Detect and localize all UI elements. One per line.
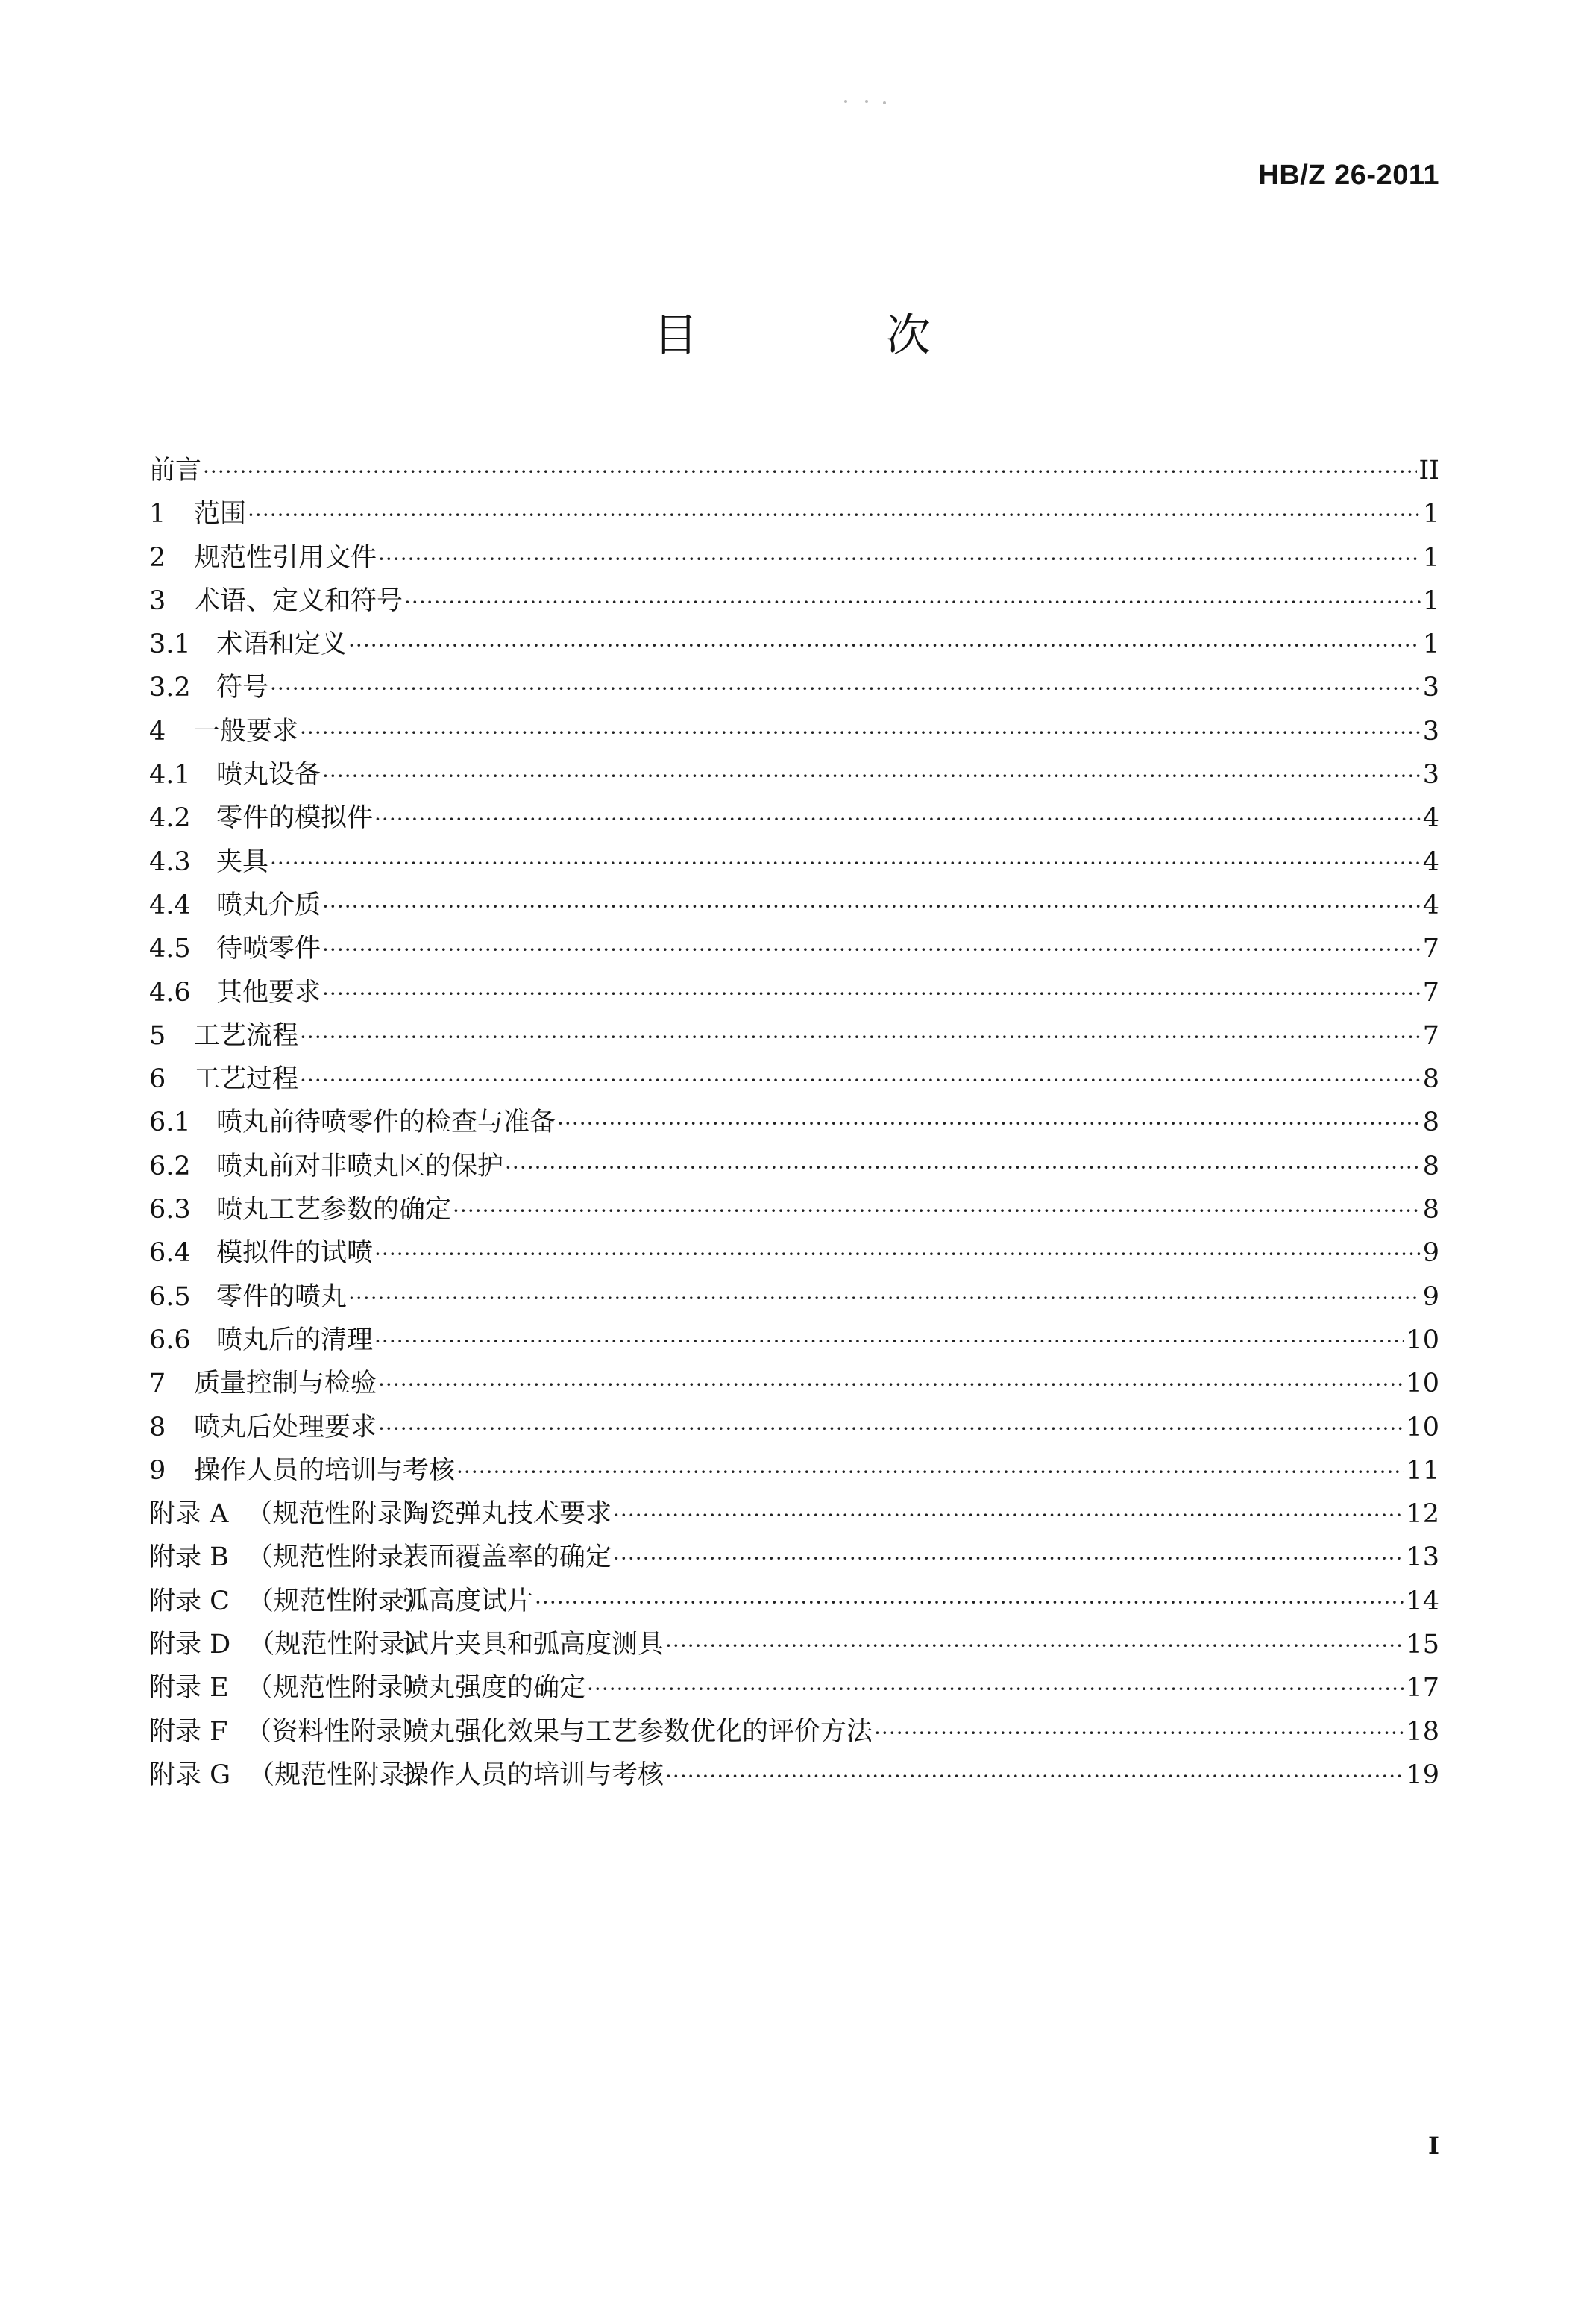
toc-entry-label: 零件的喷丸 (216, 1281, 348, 1312)
dot-leader (348, 1277, 1421, 1320)
toc-entry[interactable] (149, 1188, 1439, 1231)
toc-entry-number-text: 3.2 (149, 673, 191, 703)
toc-entry-page: 1 (1422, 585, 1439, 616)
toc-entry-number (149, 1101, 216, 1144)
toc-entry-number (149, 1362, 194, 1405)
toc-entry-label: 范围 (194, 499, 247, 530)
dot-leader (322, 929, 1421, 972)
toc-entry-number (149, 1666, 430, 1709)
toc-entry-page: 3 (1422, 760, 1439, 791)
dot-leader (378, 538, 1421, 581)
dot-leader (665, 1624, 1404, 1668)
toc-entry-number (149, 710, 194, 753)
dot-leader (270, 842, 1421, 885)
scan-speck (844, 100, 847, 103)
toc-entry-label: 喷丸强度的确定 (403, 1673, 586, 1703)
toc-entry-number (149, 1014, 194, 1058)
toc-entry-label: 零件的模拟件 (216, 803, 374, 834)
toc-entry-page: 11 (1406, 1455, 1439, 1486)
toc-entry-number-text: 9 (149, 1455, 166, 1486)
dot-leader (456, 1451, 1404, 1494)
toc-entry-number (149, 1492, 430, 1536)
toc-entry[interactable] (149, 927, 1439, 970)
dot-leader (535, 1581, 1404, 1624)
appendix-kind: （规范性附录） (247, 1586, 430, 1616)
toc-entry-number-text: 4.5 (149, 934, 191, 964)
dot-leader (613, 1537, 1404, 1580)
toc-entry-page: 9 (1422, 1281, 1439, 1312)
toc-entry-number-text: 5 (149, 1020, 166, 1051)
toc-entry-number-text: 附录 G (149, 1759, 231, 1790)
toc-entry-label: 待喷零件 (216, 934, 321, 964)
toc-entry-page: 18 (1406, 1716, 1439, 1747)
toc-entry-label: 其他要求 (216, 977, 321, 1008)
toc-entry-label: 喷丸强化效果与工艺参数优化的评价方法 (403, 1716, 873, 1747)
toc-entry-label: 喷丸工艺参数的确定 (216, 1195, 452, 1225)
toc-entry[interactable] (149, 1275, 1439, 1319)
toc-entry-number-text: 6.2 (149, 1151, 191, 1181)
dot-leader (203, 450, 1417, 494)
dot-leader (874, 1712, 1404, 1755)
toc-entry-number (149, 927, 216, 970)
toc-entry-number (149, 753, 216, 797)
dot-leader (587, 1668, 1404, 1711)
dot-leader (322, 755, 1421, 798)
toc-entry-page: 14 (1406, 1586, 1439, 1616)
toc-entry-page: 1 (1422, 499, 1439, 530)
toc-title: 目 次 (653, 310, 1002, 362)
toc-entry[interactable] (149, 1449, 1439, 1492)
toc-entry-page: 8 (1422, 1108, 1439, 1138)
toc-entry[interactable] (149, 1753, 1439, 1797)
toc-entry-page: 9 (1422, 1238, 1439, 1269)
toc-entry-page: 7 (1422, 934, 1439, 964)
scan-speck (883, 101, 886, 104)
toc-entry-label: 陶瓷弹丸技术要求 (403, 1499, 612, 1530)
toc-entry-page: 10 (1406, 1325, 1439, 1355)
toc-entry-number (149, 580, 194, 623)
dot-leader (557, 1102, 1421, 1146)
table-of-contents (149, 449, 1439, 1797)
dot-leader (613, 1494, 1404, 1537)
appendix-kind: （规范性附录） (246, 1499, 430, 1530)
toc-entry[interactable] (149, 1231, 1439, 1275)
toc-entry-number-text: 2 (149, 542, 166, 573)
toc-entry[interactable] (149, 1058, 1439, 1101)
appendix-kind: （资料性附录） (245, 1716, 429, 1747)
toc-entry-page: 17 (1406, 1673, 1439, 1703)
dot-leader (374, 798, 1421, 841)
toc-entry[interactable] (149, 1319, 1439, 1362)
toc-entry-number-text: 4.4 (149, 890, 191, 920)
toc-entry[interactable] (149, 492, 1439, 536)
toc-entry[interactable] (149, 797, 1439, 840)
page-number: I (1428, 2132, 1439, 2160)
dot-leader (270, 668, 1421, 711)
toc-entry[interactable] (149, 1623, 1439, 1666)
toc-entry-number (149, 1710, 429, 1753)
toc-entry[interactable] (149, 1710, 1439, 1753)
toc-entry-label: 一般要求 (194, 716, 299, 747)
toc-entry-label: 前言 (149, 456, 202, 486)
toc-entry-page: 12 (1406, 1499, 1439, 1530)
appendix-kind: （规范性附录） (248, 1759, 432, 1790)
toc-entry-label: 夹具 (216, 847, 269, 877)
toc-entry-page: 1 (1422, 542, 1439, 573)
toc-entry-number-text: 6.6 (149, 1325, 191, 1355)
toc-entry[interactable] (149, 1536, 1439, 1579)
standard-number: HB/Z 26-2011 (1258, 160, 1439, 191)
toc-entry-label: 喷丸设备 (216, 760, 321, 791)
toc-entry-number-text: 7 (149, 1369, 166, 1399)
toc-entry-number-text: 附录 F (149, 1716, 228, 1747)
toc-entry-number-text: 1 (149, 499, 166, 530)
toc-entry-page: II (1418, 456, 1439, 486)
toc-entry[interactable] (149, 971, 1439, 1014)
toc-entry-label: 术语、定义和符号 (194, 585, 403, 616)
dot-leader (453, 1190, 1421, 1233)
toc-entry-number-text: 8 (149, 1412, 166, 1442)
toc-entry-page: 7 (1422, 1020, 1439, 1051)
dot-leader (322, 885, 1421, 929)
toc-entry-label: 喷丸后处理要求 (194, 1412, 377, 1442)
toc-entry-number-text: 6.3 (149, 1195, 191, 1225)
toc-entry-number (149, 1406, 194, 1449)
toc-entry-number-text: 3.1 (149, 629, 191, 660)
dot-leader (300, 1016, 1421, 1059)
toc-entry[interactable] (149, 710, 1439, 753)
toc-entry-number-text: 4.6 (149, 977, 191, 1008)
toc-entry-number (149, 1319, 216, 1362)
toc-entry-number-text: 4.3 (149, 847, 191, 877)
toc-entry-number-text: 4.2 (149, 803, 191, 834)
toc-entry[interactable] (149, 1492, 1439, 1536)
toc-entry-page: 7 (1422, 977, 1439, 1008)
dot-leader (322, 973, 1421, 1016)
toc-entry-label: 操作人员的培训与考核 (194, 1455, 456, 1486)
toc-entry-number-text: 6.5 (149, 1281, 191, 1312)
toc-entry-page: 4 (1422, 890, 1439, 920)
toc-entry-number (149, 1623, 432, 1666)
toc-entry-page: 19 (1406, 1759, 1439, 1790)
toc-entry-number (149, 492, 194, 536)
toc-entry-label: 质量控制与检验 (194, 1369, 377, 1399)
toc-entry-label: 符号 (216, 673, 269, 703)
toc-entry-number (149, 884, 216, 927)
toc-entry-number (149, 1580, 430, 1623)
toc-entry-number-text: 附录 A (149, 1499, 229, 1530)
toc-entry-label: 操作人员的培训与考核 (403, 1759, 664, 1790)
toc-entry[interactable] (149, 753, 1439, 797)
toc-entry-label: 模拟件的试喷 (216, 1238, 374, 1269)
toc-entry-page: 15 (1406, 1630, 1439, 1660)
toc-entry-page: 8 (1422, 1151, 1439, 1181)
toc-entry-number (149, 1058, 194, 1101)
toc-entry[interactable] (149, 449, 1439, 492)
toc-entry-page: 10 (1406, 1369, 1439, 1399)
toc-entry-page: 4 (1422, 803, 1439, 834)
toc-entry-number-text: 附录 B (149, 1542, 229, 1573)
dot-leader (505, 1146, 1421, 1190)
toc-entry-number-text: 3 (149, 585, 166, 616)
toc-entry-number-text: 附录 C (149, 1586, 230, 1616)
toc-entry-page: 13 (1406, 1542, 1439, 1573)
toc-entry-label: 喷丸前待喷零件的检查与准备 (216, 1108, 556, 1138)
toc-entry-number (149, 841, 216, 884)
toc-entry-label: 喷丸后的清理 (216, 1325, 374, 1355)
dot-leader (300, 1059, 1421, 1102)
appendix-kind: （规范性附录） (248, 1630, 432, 1660)
toc-entry[interactable] (149, 1406, 1439, 1449)
dot-leader (378, 1407, 1404, 1451)
toc-entry[interactable] (149, 1362, 1439, 1405)
toc-entry-number-text: 4 (149, 716, 166, 747)
toc-entry-label: 工艺过程 (194, 1064, 299, 1095)
toc-entry-page: 3 (1422, 673, 1439, 703)
appendix-kind: （规范性附录） (246, 1542, 430, 1573)
dot-leader (374, 1233, 1421, 1276)
toc-entry-number-text: 6 (149, 1064, 166, 1095)
toc-entry-label: 工艺流程 (194, 1020, 299, 1051)
toc-entry[interactable] (149, 580, 1439, 623)
toc-entry-label: 术语和定义 (216, 629, 348, 660)
toc-entry[interactable] (149, 1014, 1439, 1058)
toc-entry-number (149, 1231, 216, 1275)
toc-entry[interactable] (149, 841, 1439, 884)
toc-entry-label: 表面覆盖率的确定 (403, 1542, 612, 1573)
toc-entry[interactable] (149, 623, 1439, 666)
toc-entry[interactable] (149, 1580, 1439, 1623)
toc-entry-label: 试片夹具和弧高度测具 (403, 1630, 664, 1660)
toc-entry-label: 规范性引用文件 (194, 542, 377, 573)
toc-entry-page: 10 (1406, 1412, 1439, 1442)
toc-entry-number (149, 1753, 432, 1797)
toc-entry-number (149, 797, 216, 840)
toc-entry-number (149, 1275, 216, 1319)
toc-entry[interactable] (149, 884, 1439, 927)
toc-entry-label: 弧高度试片 (403, 1586, 534, 1616)
dot-leader (378, 1363, 1404, 1407)
dot-leader (248, 494, 1421, 537)
toc-entry[interactable] (149, 666, 1439, 709)
toc-entry-number (149, 1188, 216, 1231)
toc-entry-number-text: 附录 E (149, 1673, 229, 1703)
toc-entry-number (149, 1449, 194, 1492)
toc-entry[interactable] (149, 1145, 1439, 1188)
appendix-kind: （规范性附录） (246, 1673, 430, 1703)
toc-entry-number (149, 971, 216, 1014)
toc-entry-page: 8 (1422, 1195, 1439, 1225)
toc-entry[interactable] (149, 1666, 1439, 1709)
dot-leader (404, 581, 1421, 624)
toc-entry-number (149, 1536, 430, 1579)
toc-entry-label: 喷丸介质 (216, 890, 321, 920)
toc-entry-page: 4 (1422, 847, 1439, 877)
toc-entry-number-text: 6.4 (149, 1238, 191, 1269)
toc-entry[interactable] (149, 536, 1439, 580)
toc-entry-number-text: 附录 D (149, 1630, 231, 1660)
scan-speck (865, 100, 868, 103)
dot-leader (300, 712, 1421, 755)
dot-leader (374, 1320, 1404, 1363)
toc-entry-number (149, 623, 216, 666)
toc-entry-number (149, 536, 194, 580)
dot-leader (348, 624, 1421, 668)
toc-entry-label: 喷丸前对非喷丸区的保护 (216, 1151, 504, 1181)
toc-entry-page: 1 (1422, 629, 1439, 660)
toc-entry-number (149, 666, 216, 709)
toc-entry-page: 3 (1422, 716, 1439, 747)
toc-entry[interactable] (149, 1101, 1439, 1144)
toc-entry-number-text: 4.1 (149, 760, 191, 791)
dot-leader (665, 1755, 1404, 1798)
toc-entry-number-text: 6.1 (149, 1108, 191, 1138)
toc-entry-page: 8 (1422, 1064, 1439, 1095)
toc-entry-number (149, 1145, 216, 1188)
